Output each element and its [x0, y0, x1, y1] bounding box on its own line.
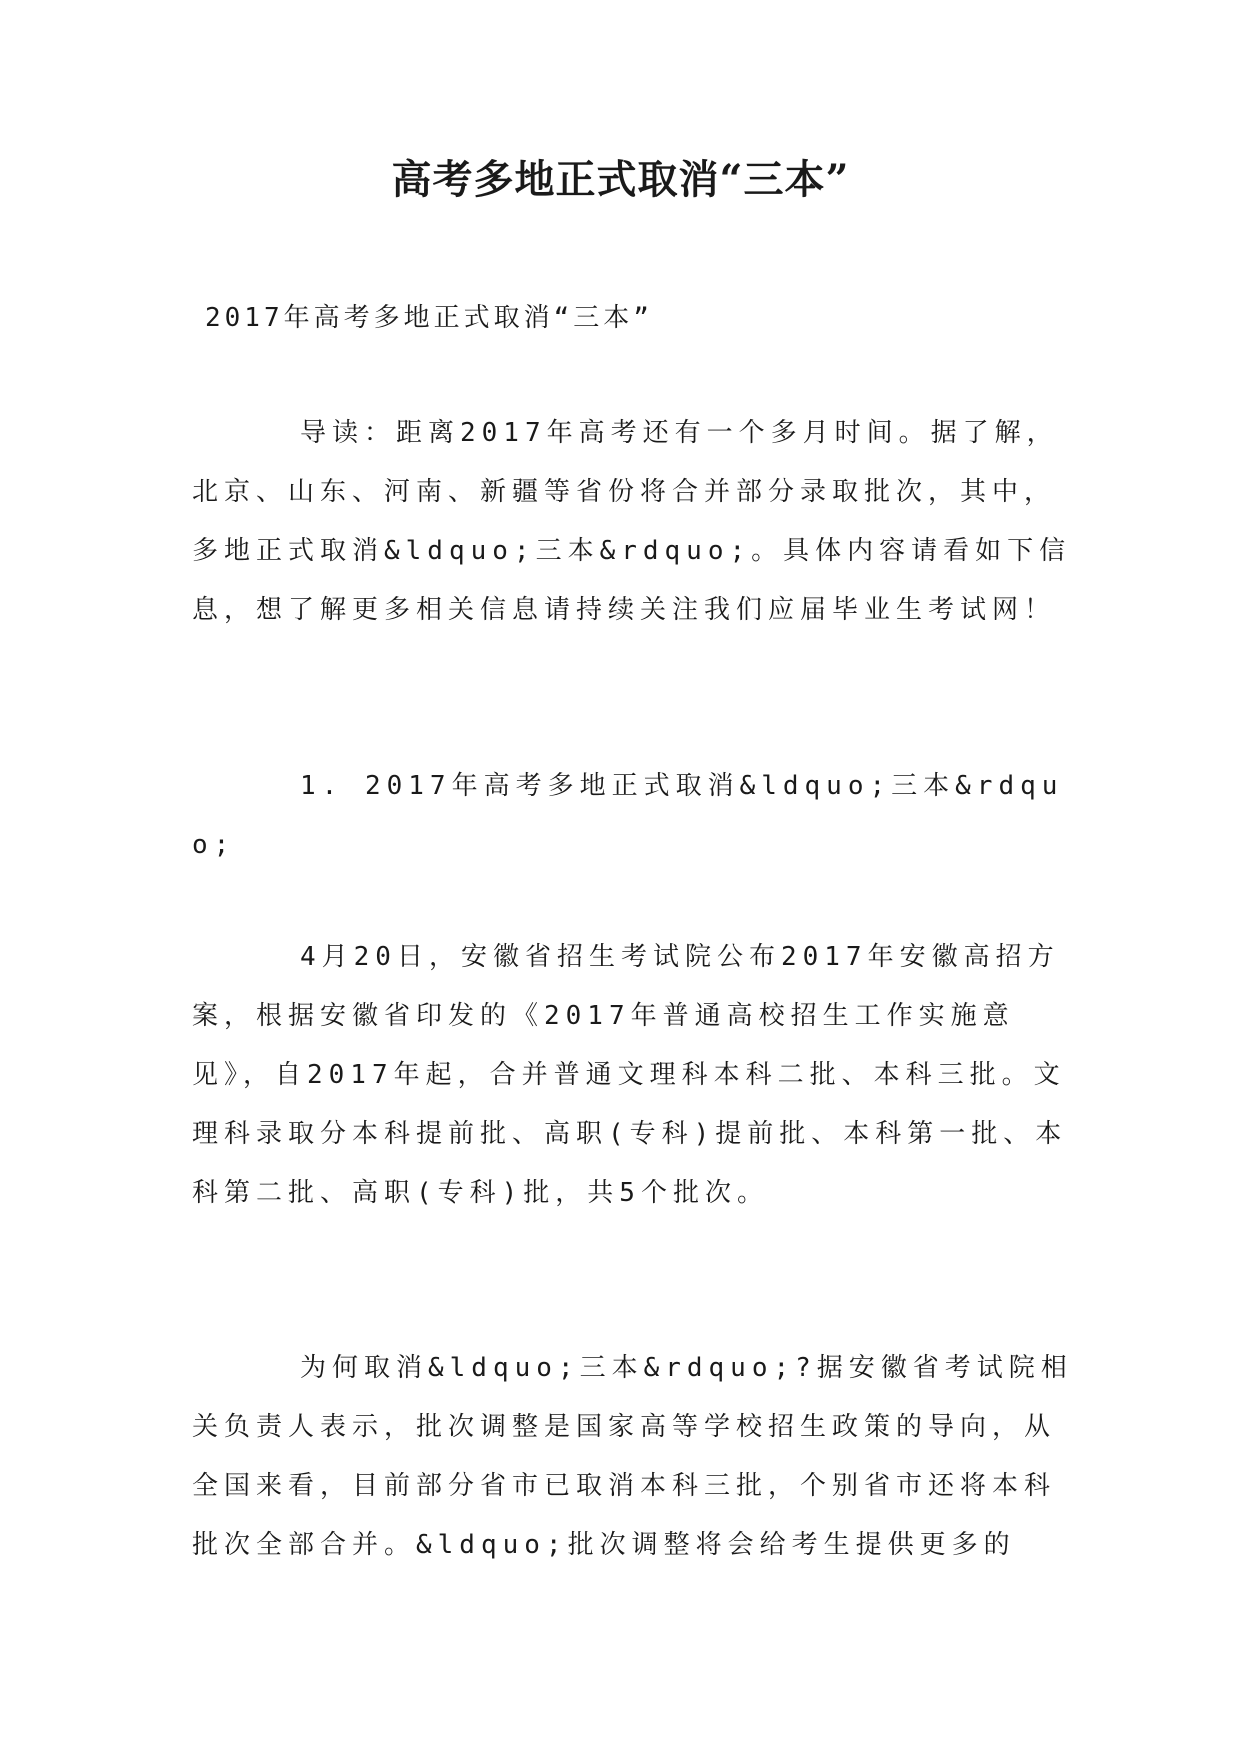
- body-paragraph: 4月20日，安徽省招生考试院公布2017年安徽高招方案，根据安徽省印发的《2017年普通高校招生工作实施意见》，自2017年起，合并普通文理科本科二批、本科三批。文理科录取分本科提前批、高职(专科)提前批、本科第一批、本科第二批、高职(专科)批，共5个批次。: [192, 942, 1068, 1208]
- body-paragraph: 为何取消&ldquo;三本&rdquo;?据安徽省考试院相关负责人表示，批次调整是国家高等学校招生政策的导向，从全国来看，目前部分省市已取消本科三批，个别省市还将本科批次全部合并。&ldquo;批次调整将会给考生提供更多的: [192, 1353, 1073, 1560]
- document-title: 高考多地正式取消“三本”: [391, 156, 850, 203]
- document-subtitle: 2017年高考多地正式取消“三本”: [205, 303, 653, 333]
- section-heading: 1. 2017年高考多地正式取消&ldquo;三本&rdquo;: [192, 771, 1064, 860]
- intro-paragraph: 导读：距离2017年高考还有一个多月时间。据了解，北京、山东、河南、新疆等省份将合并部分录取批次，其中，多地正式取消&ldquo;三本&rdquo;。具体内容请看如下信息，想了解更多相关信息请持续关注我们应届毕业生考试网！: [192, 418, 1072, 625]
